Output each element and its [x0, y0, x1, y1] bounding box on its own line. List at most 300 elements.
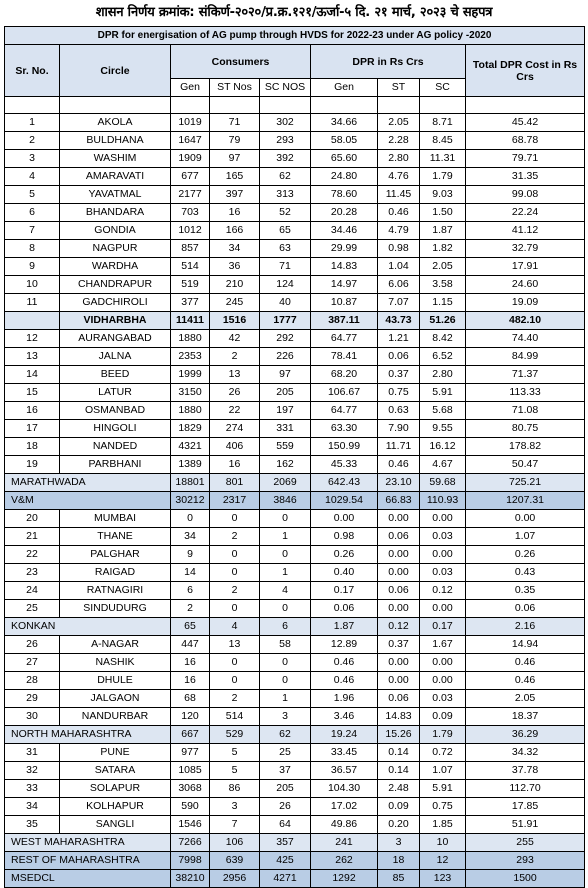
- table-row: [5, 330, 585, 348]
- table-cell: 2.16: [466, 618, 585, 636]
- table-cell: 78.41: [311, 348, 378, 366]
- table-cell: 519: [171, 276, 210, 294]
- subheader-st-nos: ST Nos: [210, 79, 260, 97]
- table-cell: 0.00: [420, 654, 466, 672]
- circle-cell: AMARAVATI: [60, 168, 171, 186]
- table-cell: 0: [210, 600, 260, 618]
- table-cell: 26: [210, 384, 260, 402]
- table-cell: 1546: [171, 816, 210, 834]
- table-cell: 38210: [171, 870, 210, 888]
- table-cell: 7998: [171, 852, 210, 870]
- table-cell: 0.37: [378, 366, 420, 384]
- table-cell: 0.37: [378, 636, 420, 654]
- table-cell: 387.11: [311, 312, 378, 330]
- table-cell: 64: [260, 816, 311, 834]
- table-cell: 1.87: [420, 222, 466, 240]
- sr-no-cell: 19: [5, 456, 60, 474]
- circle-cell: AKOLA: [60, 114, 171, 132]
- table-cell: 99.08: [466, 186, 585, 204]
- table-cell: 0.00: [420, 546, 466, 564]
- table-row: [5, 690, 585, 708]
- table-cell: 4.67: [420, 456, 466, 474]
- table-cell: 447: [171, 636, 210, 654]
- subtotal-row: [5, 312, 585, 330]
- table-cell: 357: [260, 834, 311, 852]
- table-cell: 3068: [171, 780, 210, 798]
- table-cell: 178.82: [466, 438, 585, 456]
- circle-cell: WASHIM: [60, 150, 171, 168]
- table-cell: 1880: [171, 330, 210, 348]
- table-cell: 0.35: [466, 582, 585, 600]
- table-cell: 0: [210, 564, 260, 582]
- table-cell: 16: [171, 672, 210, 690]
- table-cell: 0.00: [420, 510, 466, 528]
- table-cell: 120: [171, 708, 210, 726]
- circle-cell: GONDIA: [60, 222, 171, 240]
- table-cell: 262: [311, 852, 378, 870]
- table-cell: [260, 97, 311, 114]
- table-cell: 8.42: [420, 330, 466, 348]
- table-cell: 68.20: [311, 366, 378, 384]
- table-row: [5, 708, 585, 726]
- table-row: [5, 258, 585, 276]
- table-cell: 0.17: [311, 582, 378, 600]
- table-cell: 11.31: [420, 150, 466, 168]
- table-cell: 165: [210, 168, 260, 186]
- table-cell: 14.97: [311, 276, 378, 294]
- table-cell: 1647: [171, 132, 210, 150]
- table-cell: 1029.54: [311, 492, 378, 510]
- table-cell: 1.79: [420, 168, 466, 186]
- table-cell: 1.67: [420, 636, 466, 654]
- table-cell: 34.66: [311, 114, 378, 132]
- table-cell: 11.71: [378, 438, 420, 456]
- table-cell: 1: [260, 690, 311, 708]
- table-cell: 205: [260, 384, 311, 402]
- circle-cell: DHULE: [60, 672, 171, 690]
- table-cell: 19.09: [466, 294, 585, 312]
- subtotal-row: [5, 852, 585, 870]
- table-row: [5, 816, 585, 834]
- table-cell: 1.87: [311, 618, 378, 636]
- table-cell: 2.05: [378, 114, 420, 132]
- subtotal-label: NORTH MAHARASHTRA: [5, 726, 171, 744]
- sr-no-cell: 20: [5, 510, 60, 528]
- table-cell: 51.91: [466, 816, 585, 834]
- table-cell: 84.99: [466, 348, 585, 366]
- table-cell: 1.07: [466, 528, 585, 546]
- table-cell: 642.43: [311, 474, 378, 492]
- sr-no-cell: 8: [5, 240, 60, 258]
- table-cell: 123: [420, 870, 466, 888]
- table-cell: 0.46: [311, 672, 378, 690]
- table-cell: 0.46: [378, 204, 420, 222]
- table-cell: 1909: [171, 150, 210, 168]
- table-cell: 0: [260, 600, 311, 618]
- table-cell: 34: [171, 528, 210, 546]
- sr-no-cell: 4: [5, 168, 60, 186]
- table-cell: 49.86: [311, 816, 378, 834]
- circle-cell: NANDURBAR: [60, 708, 171, 726]
- table-cell: 0: [171, 510, 210, 528]
- blank-row: [5, 97, 585, 114]
- table-cell: 3: [378, 834, 420, 852]
- sr-no-cell: 16: [5, 402, 60, 420]
- table-cell: 79: [210, 132, 260, 150]
- table-row: [5, 114, 585, 132]
- table-cell: 32.79: [466, 240, 585, 258]
- table-cell: 33.45: [311, 744, 378, 762]
- table-cell: 6.06: [378, 276, 420, 294]
- table-cell: 0.09: [420, 708, 466, 726]
- sr-no-cell: 1: [5, 114, 60, 132]
- table-cell: 0.06: [378, 348, 420, 366]
- sr-no-cell: 25: [5, 600, 60, 618]
- table-cell: 210: [210, 276, 260, 294]
- table-cell: 29.99: [311, 240, 378, 258]
- table-cell: 0.00: [378, 510, 420, 528]
- table-cell: 45.42: [466, 114, 585, 132]
- table-cell: 1.50: [420, 204, 466, 222]
- table-cell: 62: [260, 726, 311, 744]
- circle-cell: PARBHANI: [60, 456, 171, 474]
- table-cell: 302: [260, 114, 311, 132]
- table-cell: 0.26: [311, 546, 378, 564]
- table-cell: 14: [171, 564, 210, 582]
- sr-no-cell: 26: [5, 636, 60, 654]
- subheader-dpr-sc: SC: [420, 79, 466, 97]
- table-cell: 0.75: [378, 384, 420, 402]
- sr-no-cell: 7: [5, 222, 60, 240]
- table-cell: 0.40: [311, 564, 378, 582]
- table-cell: 725.21: [466, 474, 585, 492]
- table-cell: 0.98: [378, 240, 420, 258]
- table-cell: 274: [210, 420, 260, 438]
- table-cell: 559: [260, 438, 311, 456]
- table-cell: 124: [260, 276, 311, 294]
- table-cell: 12.89: [311, 636, 378, 654]
- table-row: [5, 240, 585, 258]
- table-cell: 68: [171, 690, 210, 708]
- sr-no-cell: 28: [5, 672, 60, 690]
- table-cell: 293: [466, 852, 585, 870]
- circle-cell: BEED: [60, 366, 171, 384]
- table-cell: 13: [210, 636, 260, 654]
- table-cell: 4.76: [378, 168, 420, 186]
- table-cell: 45.33: [311, 456, 378, 474]
- table-cell: 9: [171, 546, 210, 564]
- table-cell: 1085: [171, 762, 210, 780]
- table-cell: 0.46: [311, 654, 378, 672]
- table-cell: 6.52: [420, 348, 466, 366]
- table-cell: 71: [210, 114, 260, 132]
- table-cell: 7.90: [378, 420, 420, 438]
- circle-cell: NAGPUR: [60, 240, 171, 258]
- circle-cell: CHANDRAPUR: [60, 276, 171, 294]
- table-row: [5, 636, 585, 654]
- table-cell: 4321: [171, 438, 210, 456]
- circle-cell: PALGHAR: [60, 546, 171, 564]
- sr-no-cell: 14: [5, 366, 60, 384]
- table-cell: 1.96: [311, 690, 378, 708]
- table-row: [5, 510, 585, 528]
- table-cell: 5: [210, 744, 260, 762]
- table-cell: 1.85: [420, 816, 466, 834]
- table-cell: 2: [210, 528, 260, 546]
- subtotal-row: [5, 870, 585, 888]
- table-cell: 65: [171, 618, 210, 636]
- table-cell: 36.29: [466, 726, 585, 744]
- table-cell: 1.07: [420, 762, 466, 780]
- table-cell: 65.60: [311, 150, 378, 168]
- table-cell: 0.12: [420, 582, 466, 600]
- sr-no-cell: 30: [5, 708, 60, 726]
- sr-no-cell: [5, 312, 60, 330]
- table-cell: [171, 97, 210, 114]
- sr-no-cell: 32: [5, 762, 60, 780]
- table-cell: 1207.31: [466, 492, 585, 510]
- table-cell: 80.75: [466, 420, 585, 438]
- table-cell: 24.80: [311, 168, 378, 186]
- table-cell: 3846: [260, 492, 311, 510]
- table-cell: 2.05: [466, 690, 585, 708]
- table-cell: 71.08: [466, 402, 585, 420]
- table-row: [5, 600, 585, 618]
- table-cell: 63: [260, 240, 311, 258]
- table-cell: 0.00: [378, 546, 420, 564]
- sr-no-cell: 11: [5, 294, 60, 312]
- table-cell: [5, 97, 60, 114]
- table-cell: 64.77: [311, 330, 378, 348]
- table-cell: 0.00: [420, 672, 466, 690]
- table-cell: 14.94: [466, 636, 585, 654]
- table-cell: 71.37: [466, 366, 585, 384]
- sr-no-cell: 13: [5, 348, 60, 366]
- table-cell: 86: [210, 780, 260, 798]
- circle-cell: YAVATMAL: [60, 186, 171, 204]
- table-cell: 857: [171, 240, 210, 258]
- table-row: [5, 528, 585, 546]
- circle-cell: NASHIK: [60, 654, 171, 672]
- sr-no-cell: 9: [5, 258, 60, 276]
- table-cell: [420, 97, 466, 114]
- subheader-sc-nos: SC NOS: [260, 79, 311, 97]
- table-row: [5, 420, 585, 438]
- table-cell: 514: [210, 708, 260, 726]
- table-cell: 1880: [171, 402, 210, 420]
- table-cell: 97: [210, 150, 260, 168]
- table-row: [5, 564, 585, 582]
- table-cell: 71: [260, 258, 311, 276]
- table-cell: [210, 97, 260, 114]
- sr-no-cell: 22: [5, 546, 60, 564]
- table-cell: 0.12: [378, 618, 420, 636]
- table-cell: 514: [171, 258, 210, 276]
- table-cell: 8.71: [420, 114, 466, 132]
- circle-cell: HINGOLI: [60, 420, 171, 438]
- header-dpr: DPR in Rs Crs: [311, 45, 466, 79]
- table-cell: 3: [260, 708, 311, 726]
- table-cell: 106: [210, 834, 260, 852]
- table-cell: 313: [260, 186, 311, 204]
- table-cell: 0.00: [378, 564, 420, 582]
- circle-cell: NANDED: [60, 438, 171, 456]
- table-cell: 52: [260, 204, 311, 222]
- table-row: [5, 366, 585, 384]
- table-cell: 677: [171, 168, 210, 186]
- table-cell: 6: [260, 618, 311, 636]
- table-cell: 1: [260, 564, 311, 582]
- table-cell: 58.05: [311, 132, 378, 150]
- table-cell: 2177: [171, 186, 210, 204]
- table-cell: 0.75: [420, 798, 466, 816]
- table-cell: 0.43: [466, 564, 585, 582]
- sr-no-cell: 15: [5, 384, 60, 402]
- table-cell: 20.28: [311, 204, 378, 222]
- table-cell: 13: [210, 366, 260, 384]
- sr-no-cell: 5: [5, 186, 60, 204]
- table-cell: 1516: [210, 312, 260, 330]
- subheader-gen: Gen: [171, 79, 210, 97]
- table-cell: 40: [260, 294, 311, 312]
- table-row: [5, 546, 585, 564]
- circle-cell: SOLAPUR: [60, 780, 171, 798]
- table-cell: 10.87: [311, 294, 378, 312]
- table-cell: 50.47: [466, 456, 585, 474]
- table-cell: 64.77: [311, 402, 378, 420]
- table-row: [5, 276, 585, 294]
- table-cell: 529: [210, 726, 260, 744]
- circle-cell: A-NAGAR: [60, 636, 171, 654]
- circle-cell: BHANDARA: [60, 204, 171, 222]
- table-cell: 0.03: [420, 528, 466, 546]
- table-cell: 11411: [171, 312, 210, 330]
- table-cell: 22: [210, 402, 260, 420]
- table-cell: 1: [260, 528, 311, 546]
- circle-cell: GADCHIROLI: [60, 294, 171, 312]
- table-cell: 43.73: [378, 312, 420, 330]
- table-cell: 292: [260, 330, 311, 348]
- table-cell: 977: [171, 744, 210, 762]
- table-cell: 4271: [260, 870, 311, 888]
- table-cell: [311, 97, 378, 114]
- table-cell: 293: [260, 132, 311, 150]
- table-row: [5, 132, 585, 150]
- table-cell: 0.63: [378, 402, 420, 420]
- table-cell: 16: [171, 654, 210, 672]
- table-cell: 2: [171, 600, 210, 618]
- circle-cell: OSMANBAD: [60, 402, 171, 420]
- table-cell: 51.26: [420, 312, 466, 330]
- circle-cell: JALGAON: [60, 690, 171, 708]
- table-cell: 78.60: [311, 186, 378, 204]
- table-cell: 226: [260, 348, 311, 366]
- table-cell: 0.46: [378, 456, 420, 474]
- table-cell: 11.45: [378, 186, 420, 204]
- table-cell: 18: [378, 852, 420, 870]
- table-cell: 0.98: [311, 528, 378, 546]
- table-cell: 30212: [171, 492, 210, 510]
- table-cell: 42: [210, 330, 260, 348]
- table-cell: 0: [260, 672, 311, 690]
- table-cell: 2.80: [378, 150, 420, 168]
- subheader-dpr-gen: Gen: [311, 79, 378, 97]
- table-row: [5, 186, 585, 204]
- table-cell: [378, 97, 420, 114]
- table-row: [5, 348, 585, 366]
- table-cell: 2.48: [378, 780, 420, 798]
- table-cell: 0.20: [378, 816, 420, 834]
- table-cell: 31.35: [466, 168, 585, 186]
- table-cell: 0.00: [378, 654, 420, 672]
- table-cell: 26: [260, 798, 311, 816]
- table-cell: 0: [210, 654, 260, 672]
- sr-no-cell: 6: [5, 204, 60, 222]
- circle-cell: RAIGAD: [60, 564, 171, 582]
- sr-no-cell: 12: [5, 330, 60, 348]
- table-cell: [466, 97, 585, 114]
- table-cell: 59.68: [420, 474, 466, 492]
- table-cell: 590: [171, 798, 210, 816]
- subtotal-label: MSEDCL: [5, 870, 171, 888]
- table-cell: 0.00: [466, 510, 585, 528]
- table-cell: 3.58: [420, 276, 466, 294]
- table-cell: 162: [260, 456, 311, 474]
- table-cell: 2: [210, 582, 260, 600]
- header-consumers: Consumers: [171, 45, 311, 79]
- table-cell: 9.03: [420, 186, 466, 204]
- table-cell: 245: [210, 294, 260, 312]
- circle-cell: JALNA: [60, 348, 171, 366]
- table-cell: 7: [210, 816, 260, 834]
- sr-no-cell: 17: [5, 420, 60, 438]
- table-cell: 66.83: [378, 492, 420, 510]
- table-cell: [60, 97, 171, 114]
- table-cell: 255: [466, 834, 585, 852]
- table-cell: 4: [210, 618, 260, 636]
- table-cell: 5.91: [420, 780, 466, 798]
- table-cell: 24.60: [466, 276, 585, 294]
- header-sr-no: Sr. No.: [5, 45, 60, 97]
- table-cell: 18.37: [466, 708, 585, 726]
- table-row: [5, 438, 585, 456]
- table-row: [5, 204, 585, 222]
- table-cell: 0.26: [466, 546, 585, 564]
- sr-no-cell: 29: [5, 690, 60, 708]
- table-cell: 2069: [260, 474, 311, 492]
- table-row: [5, 744, 585, 762]
- table-row: [5, 456, 585, 474]
- circle-cell: SATARA: [60, 762, 171, 780]
- circle-cell: AURANGABAD: [60, 330, 171, 348]
- circle-cell: SINDUDURG: [60, 600, 171, 618]
- table-cell: 1012: [171, 222, 210, 240]
- table-cell: 16: [210, 204, 260, 222]
- table-cell: 113.33: [466, 384, 585, 402]
- table-cell: 74.40: [466, 330, 585, 348]
- table-cell: 36: [210, 258, 260, 276]
- table-cell: 7266: [171, 834, 210, 852]
- table-cell: 34: [210, 240, 260, 258]
- table-cell: 241: [311, 834, 378, 852]
- table-cell: 15.26: [378, 726, 420, 744]
- table-cell: 63.30: [311, 420, 378, 438]
- sr-no-cell: 34: [5, 798, 60, 816]
- table-cell: 0.06: [378, 690, 420, 708]
- table-cell: 0.06: [378, 528, 420, 546]
- circle-cell: VIDHARBHA: [60, 312, 171, 330]
- table-cell: 23.10: [378, 474, 420, 492]
